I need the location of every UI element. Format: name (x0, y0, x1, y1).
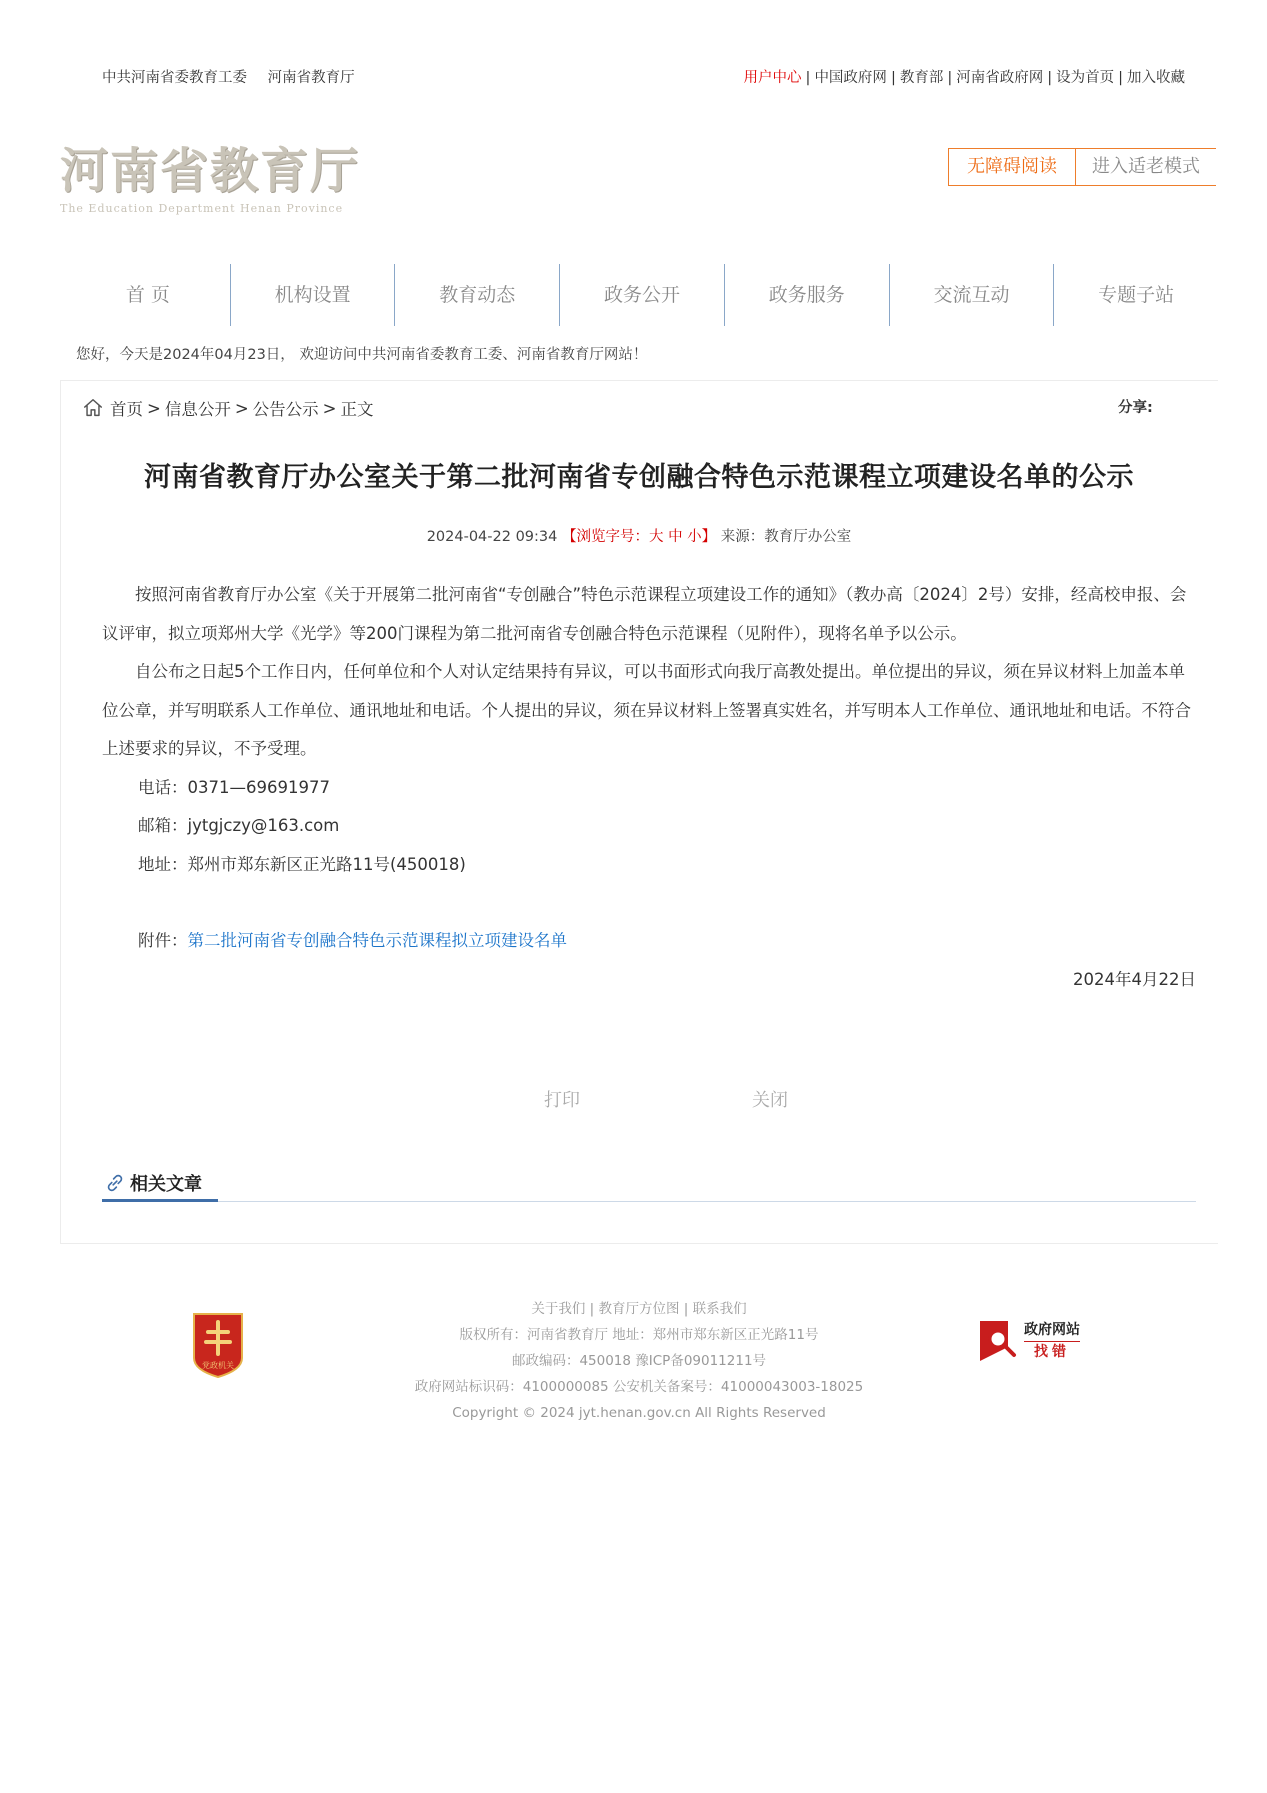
nav-topic-sites[interactable]: 专题子站 (1098, 284, 1175, 306)
contact-address: 地址：郑州市郑东新区正光路11号(450018) (138, 854, 466, 874)
site-logo[interactable] (60, 142, 360, 226)
article-paragraph-1: 按照河南省教育厅办公室《关于开展第二批河南省“专创融合”特色示范课程立项建设工作的通知》（教办高〔2024〕2号）安排，经高校申报、会议评审，拟立项郑州大学《光学》等200门课程为第二批河南省专创融合特色示范课程（见附件），现将名单予以公示。 (102, 585, 1187, 643)
contact-phone: 电话：0371—69691977 (138, 777, 330, 797)
article-date: 2024-04-22 09:34 (426, 529, 558, 545)
footer-rights: Copyright © 2024 jyt.henan.gov.cn All Rights Reserved (452, 1405, 826, 1421)
close-button[interactable]: 关闭 (752, 1090, 788, 1111)
footer-map-link[interactable]: 教育厅方位图 (598, 1301, 680, 1317)
party-government-label: 党政机关 (202, 1361, 234, 1370)
link-icon (104, 1172, 126, 1194)
breadcrumb-info-public[interactable]: 信息公开 (164, 400, 231, 419)
add-favorite-link[interactable]: 加入收藏 (1127, 70, 1185, 86)
sign-date: 2024年4月22日 (1073, 969, 1196, 989)
share-label: 分享: (1118, 400, 1153, 416)
footer-ids: 政府网站标识码：4100000085 公安机关备案号：41000043003-18025 (414, 1379, 864, 1395)
article-paragraph-2: 自公布之日起5个工作日内，任何单位和个人对认定结果持有异议，可以书面形式向我厅高教处提出。单位提出的异议，须在异议材料上加盖本单位公章，并写明联系人工作单位、通讯地址和电话。个人提出的异议，须在异议材料上签署真实姓名，并写明本人工作单位、通讯地址和电话。不符合上述要求的异议，不予受理。 (102, 662, 1191, 758)
related-articles-title: 相关文章 (130, 1173, 202, 1195)
top-links: 用户中心 | 中国政府网 | 教育部 | 河南省政府网 | 设为首页 | 加入收藏 (743, 70, 1185, 86)
elder-mode-button[interactable]: 进入适老模式 (1076, 148, 1216, 186)
main-nav (66, 264, 1218, 326)
attachment-link[interactable]: 第二批河南省专创融合特色示范课程拟立项建设名单 (187, 931, 567, 950)
footer-copyright: 版权所有：河南省教育厅 地址：郑州市郑东新区正光路11号 (459, 1327, 819, 1343)
accessible-reading-button[interactable]: 无障碍阅读 (948, 148, 1076, 186)
font-size-switcher[interactable]: 【浏览字号：大 中 小】 (561, 529, 717, 545)
related-articles-header (102, 1166, 218, 1202)
attachment-row (102, 922, 1196, 961)
accessibility-tools (948, 148, 1218, 186)
nav-home[interactable]: 首 页 (66, 264, 231, 326)
article-source: 来源：教育厅办公室 (720, 529, 852, 545)
footer-about-link[interactable]: 关于我们 (531, 1301, 586, 1317)
breadcrumb-announcements[interactable]: 公告公示 (252, 400, 319, 419)
nav-government-services[interactable]: 政务服务 (725, 264, 890, 326)
logo-title: 河南省教育厅 (60, 143, 361, 199)
moe-link[interactable]: 教育部 (899, 70, 944, 86)
footer-postcode: 邮政编码：450018 豫ICP备09011211号 (511, 1353, 767, 1369)
gov-site-label: 政府网站 (1024, 1322, 1080, 1338)
footer-links: 关于我们 | 教育厅方位图 | 联系我们 (531, 1301, 747, 1317)
user-center-link[interactable]: 用户中心 (743, 70, 802, 86)
print-button[interactable]: 打印 (544, 1090, 580, 1111)
home-icon (82, 397, 104, 419)
related-articles (102, 1166, 1196, 1202)
attachment-label: 附件： (138, 931, 188, 950)
nav-education-news[interactable]: 教育动态 (395, 264, 560, 326)
china-gov-link[interactable]: 中国政府网 (814, 70, 887, 86)
nav-interaction[interactable]: 交流互动 (890, 264, 1055, 326)
nav-organization[interactable]: 机构设置 (231, 264, 396, 326)
footer-contact-link[interactable]: 联系我们 (692, 1301, 747, 1317)
contact-email: 邮箱：jytgjczy@163.com (138, 816, 340, 835)
footer (60, 1296, 1218, 1426)
article-body (102, 576, 1196, 999)
top-bar (102, 66, 1185, 88)
greeting-text: 您好，今天是2024年04月23日， 欢迎访问中共河南省委教育工委、河南省教育厅网站！ (76, 347, 648, 363)
breadcrumb-home[interactable]: 首页 (110, 400, 143, 419)
org-education-department: 河南省教育厅 (267, 70, 355, 86)
article-actions (60, 1086, 1218, 1116)
breadcrumb: 首页 > 信息公开 > 公告公示 > 正文 (82, 396, 377, 420)
set-homepage-link[interactable]: 设为首页 (1056, 70, 1115, 86)
henan-gov-link[interactable]: 河南省政府网 (956, 70, 1044, 86)
breadcrumb-current: 正文 (340, 400, 374, 419)
nav-government-affairs[interactable]: 政务公开 (560, 264, 725, 326)
org-party-committee: 中共河南省委教育工委 (102, 70, 247, 86)
find-error-label: 找错 (1024, 1341, 1080, 1361)
article-title: 河南省教育厅办公室关于第二批河南省专创融合特色示范课程立项建设名单的公示 (144, 462, 1134, 493)
logo-subtitle: The Education Department Henan Province (60, 202, 344, 215)
article-meta (60, 525, 1218, 546)
